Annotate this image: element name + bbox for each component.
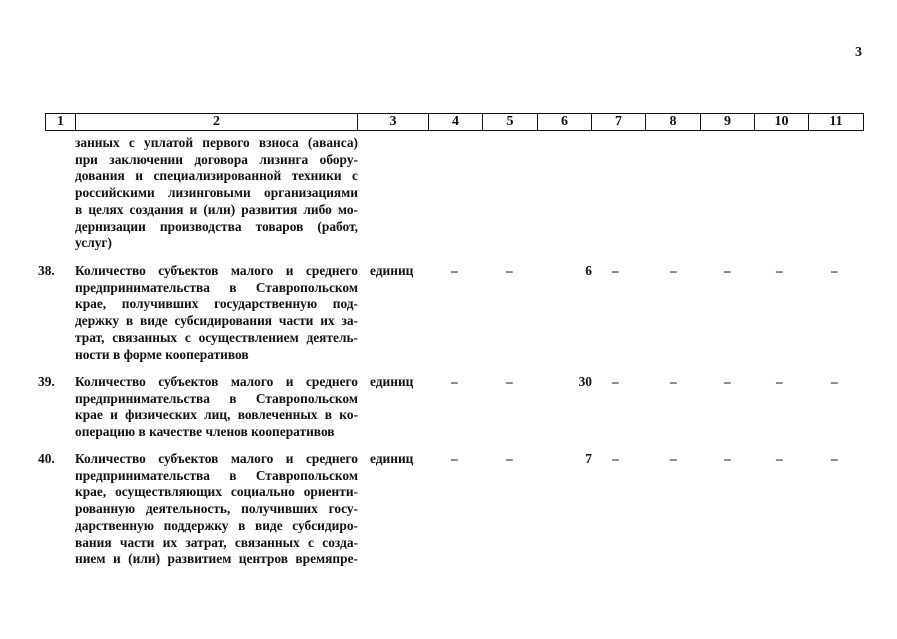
text-line: услуг) [75, 235, 112, 251]
text-line: при заключении договора лизинга обору- [75, 151, 358, 167]
text-line: вания части их затрат, связанных с созда- [75, 534, 358, 550]
row-number: 39. [38, 374, 55, 389]
text-line: трат, связанных с осуществлением деятель- [75, 329, 358, 345]
value-cell-7: – [612, 263, 619, 278]
value-cell-10: – [776, 451, 783, 466]
text-line: предпринимательства в Ставропольском [75, 390, 358, 406]
value-cell-11: – [831, 263, 838, 278]
column-header-5: 5 [483, 114, 538, 131]
value-cell-9: – [724, 263, 731, 278]
value-cell-11: – [831, 374, 838, 389]
column-header-table [45, 113, 864, 131]
unit-cell: единиц [370, 263, 414, 278]
text-line: крае и физических лиц, вовлеченных в ко- [75, 407, 358, 423]
unit-cell: единиц [370, 374, 414, 389]
column-header-8: 8 [646, 114, 701, 131]
value-cell-5: – [506, 263, 513, 278]
value-cell-8: – [670, 374, 677, 389]
value-cell-5: – [506, 374, 513, 389]
text-line: Количество субъектов малого и среднего [75, 451, 358, 466]
indicator-name [75, 374, 358, 441]
value-cell-4: – [451, 451, 458, 466]
page-number: 3 [855, 45, 862, 60]
text-line: рованную деятельность, получивших госу- [75, 501, 358, 517]
continuation-text [75, 135, 358, 252]
row-number: 40. [38, 451, 55, 466]
text-line: крае, получивших государственную под- [75, 296, 358, 312]
text-line: в целях создания и (или) развития либо мо- [75, 201, 358, 217]
value-cell-5: – [506, 451, 513, 466]
column-header-3: 3 [358, 114, 429, 131]
column-header-row [46, 114, 864, 131]
value-cell-6: 6 [585, 263, 592, 278]
value-cell-10: – [776, 374, 783, 389]
value-cell-11: – [831, 451, 838, 466]
value-cell-8: – [670, 451, 677, 466]
value-cell-9: – [724, 451, 731, 466]
column-header-9: 9 [701, 114, 755, 131]
unit-cell: единиц [370, 451, 414, 466]
value-cell-4: – [451, 374, 458, 389]
text-line: держку в виде субсидирования части их за- [75, 313, 358, 329]
value-cell-9: – [724, 374, 731, 389]
value-cell-6: 7 [585, 451, 592, 466]
column-header-10: 10 [755, 114, 809, 131]
text-line: Количество субъектов малого и среднего [75, 263, 358, 278]
column-header-1: 1 [46, 114, 76, 131]
text-line: российскими лизинговыми организациями [75, 185, 358, 201]
value-cell-6: 30 [578, 374, 592, 389]
value-cell-4: – [451, 263, 458, 278]
text-line: крае, осуществляющих социально ориенти- [75, 484, 358, 500]
value-cell-7: – [612, 374, 619, 389]
indicator-name [75, 451, 358, 568]
text-line: дарственную поддержку в виде субсидиро- [75, 517, 358, 533]
text-line: дернизации производства товаров (работ, [75, 218, 358, 234]
column-header-2: 2 [76, 114, 358, 131]
value-cell-7: – [612, 451, 619, 466]
text-line: операцию в качестве членов кооперативов [75, 424, 335, 440]
text-line: дования и специализированной техники с [75, 168, 358, 184]
indicator-name [75, 263, 358, 363]
text-line: Количество субъектов малого и среднего [75, 374, 358, 389]
row-number: 38. [38, 263, 55, 278]
value-cell-8: – [670, 263, 677, 278]
text-line: предпринимательства в Ставропольском [75, 279, 358, 295]
value-cell-10: – [776, 263, 783, 278]
text-line: занных с уплатой первого взноса (аванса) [75, 135, 358, 150]
column-header-11: 11 [809, 114, 864, 131]
text-line: ности в форме кооперативов [75, 346, 249, 362]
text-line: предпринимательства в Ставропольском [75, 467, 358, 483]
column-header-7: 7 [592, 114, 646, 131]
text-line: нием и (или) развитием центров времяпре- [75, 551, 358, 567]
column-header-6: 6 [538, 114, 592, 131]
column-header-4: 4 [429, 114, 483, 131]
